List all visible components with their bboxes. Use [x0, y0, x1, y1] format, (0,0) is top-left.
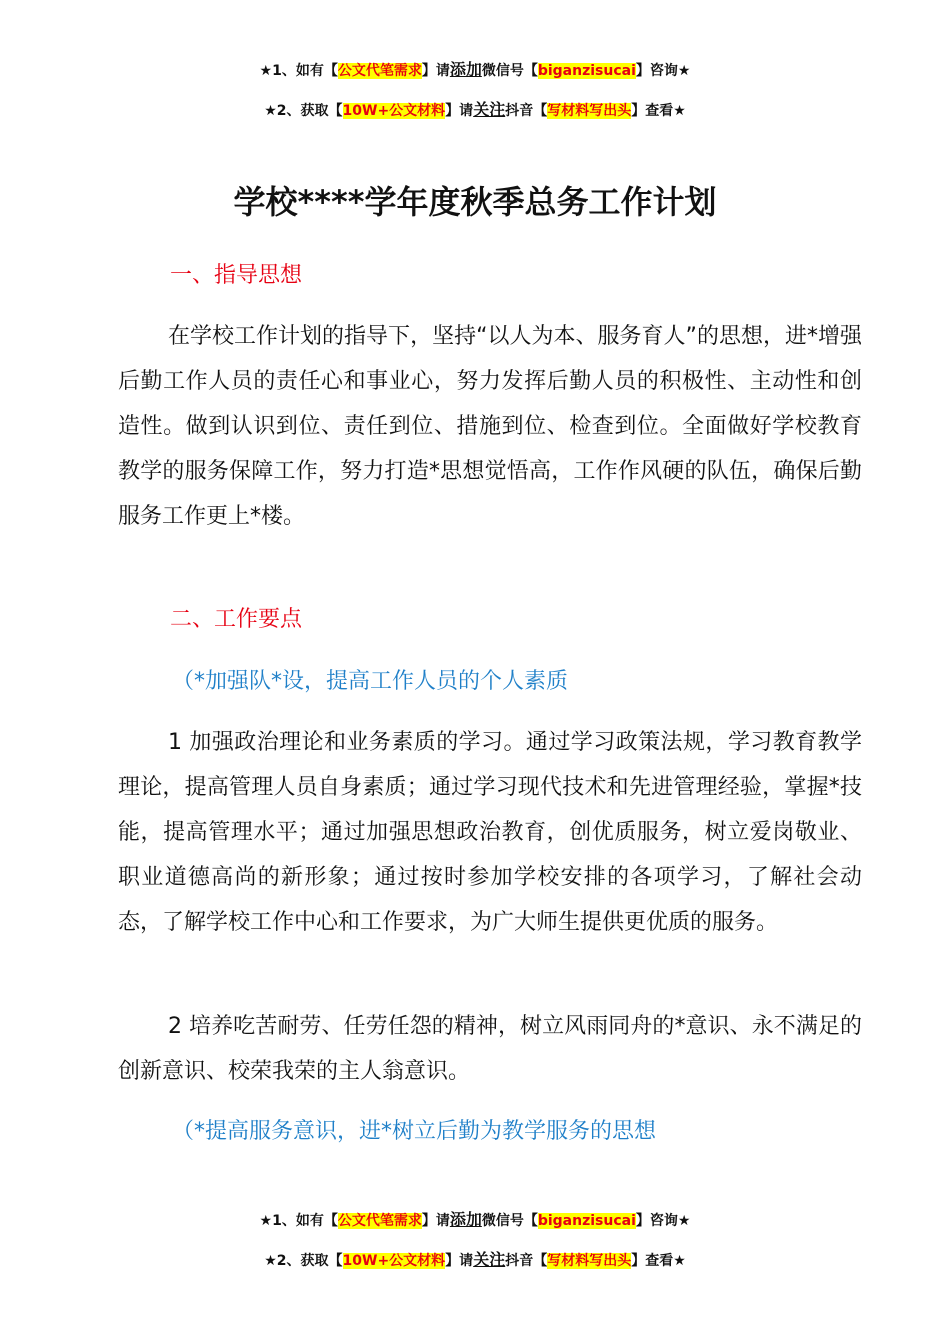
subsection-heading-service-awareness: （*提高服务意识，进*树立后勤为教学服务的思想: [172, 1119, 657, 1144]
banner-emphasis: 添加: [449, 1210, 482, 1229]
bottom-banner-line-2: [0, 1250, 950, 1271]
banner-text: 微信号【: [481, 63, 538, 79]
star-icon: ★: [264, 1253, 277, 1269]
banner-highlight: 公文代笔需求: [337, 63, 422, 79]
paragraph-item-1: 1 加强政治理论和业务素质的学习。通过学习政策法规，学习教育教学理论，提高管理人员自身素质；通过学习现代技术和先进管理经验，掌握*技能，提高管理水平；通过加强思想政治教育，创优质服务，树立爱岗敬业、职业道德高尚的新形象；通过按时参加学校安排的各项学习，了解社会动态，了解学校工作中心和工作要求，为广大师生提供更优质的服务。: [118, 730, 862, 935]
section-heading-guiding-ideology: 一、指导思想: [170, 263, 303, 288]
top-banner-line-2: [0, 100, 950, 121]
banner-text: 1、如有【: [272, 63, 338, 79]
subsection-heading-team-building: （*加强队*设，提高工作人员的个人素质: [172, 669, 569, 694]
banner-emphasis: 关注: [473, 100, 506, 119]
banner-text: 】请: [445, 103, 474, 119]
bottom-banner-line-1: [0, 1210, 950, 1231]
banner-text: 抖音【: [505, 1253, 548, 1269]
star-icon: ★: [259, 1213, 273, 1229]
banner-text: 】请: [421, 1213, 450, 1229]
document-title: 学校****学年度秋季总务工作计划: [233, 183, 717, 221]
banner-text: 微信号【: [481, 1213, 538, 1229]
banner-text: 2、获取【: [276, 103, 343, 119]
banner-text: 1、如有【: [272, 1213, 338, 1229]
banner-text: 】查看: [631, 1253, 674, 1269]
star-icon: ★: [677, 63, 691, 79]
paragraph-guiding-ideology: 在学校工作计划的指导下，坚持“以人为本、服务育人”的思想，进*增强后勤工作人员的责任心和事业心，努力发挥后勤人员的积极性、主动性和创造性。做到认识到位、责任到位、措施到位、检查到位。全面做好学校教育教学的服务保障工作，努力打造*思想觉悟高，工作作风硬的队伍，确保后勤服务工作更上*楼。: [118, 324, 862, 529]
banner-text: 】请: [421, 63, 450, 79]
star-icon: ★: [673, 1253, 686, 1269]
banner-highlight: 写材料写出头: [547, 1253, 632, 1269]
banner-highlight: 10W+公文材料: [342, 1253, 446, 1269]
banner-text: 】查看: [631, 103, 674, 119]
banner-highlight: 写材料写出头: [547, 103, 632, 119]
banner-highlight: biganzisucai: [537, 63, 636, 79]
section-heading-work-points: 二、工作要点: [170, 607, 303, 632]
banner-text: 】咨询: [635, 1213, 678, 1229]
banner-emphasis: 关注: [473, 1250, 506, 1269]
banner-emphasis: 添加: [449, 60, 482, 79]
paragraph-item-2: 2 培养吃苦耐劳、任劳任怨的精神，树立风雨同舟的*意识、永不满足的创新意识、校荣我荣的主人翁意识。: [118, 1014, 862, 1084]
top-banner-line-1: [0, 60, 950, 81]
banner-text: 】请: [445, 1253, 474, 1269]
banner-text: 抖音【: [505, 103, 548, 119]
star-icon: ★: [677, 1213, 691, 1229]
banner-highlight: 10W+公文材料: [342, 103, 446, 119]
banner-text: 2、获取【: [276, 1253, 343, 1269]
banner-text: 】咨询: [635, 63, 678, 79]
banner-highlight: 公文代笔需求: [337, 1213, 422, 1229]
star-icon: ★: [259, 63, 273, 79]
star-icon: ★: [264, 103, 277, 119]
banner-highlight: biganzisucai: [537, 1213, 636, 1229]
star-icon: ★: [673, 103, 686, 119]
